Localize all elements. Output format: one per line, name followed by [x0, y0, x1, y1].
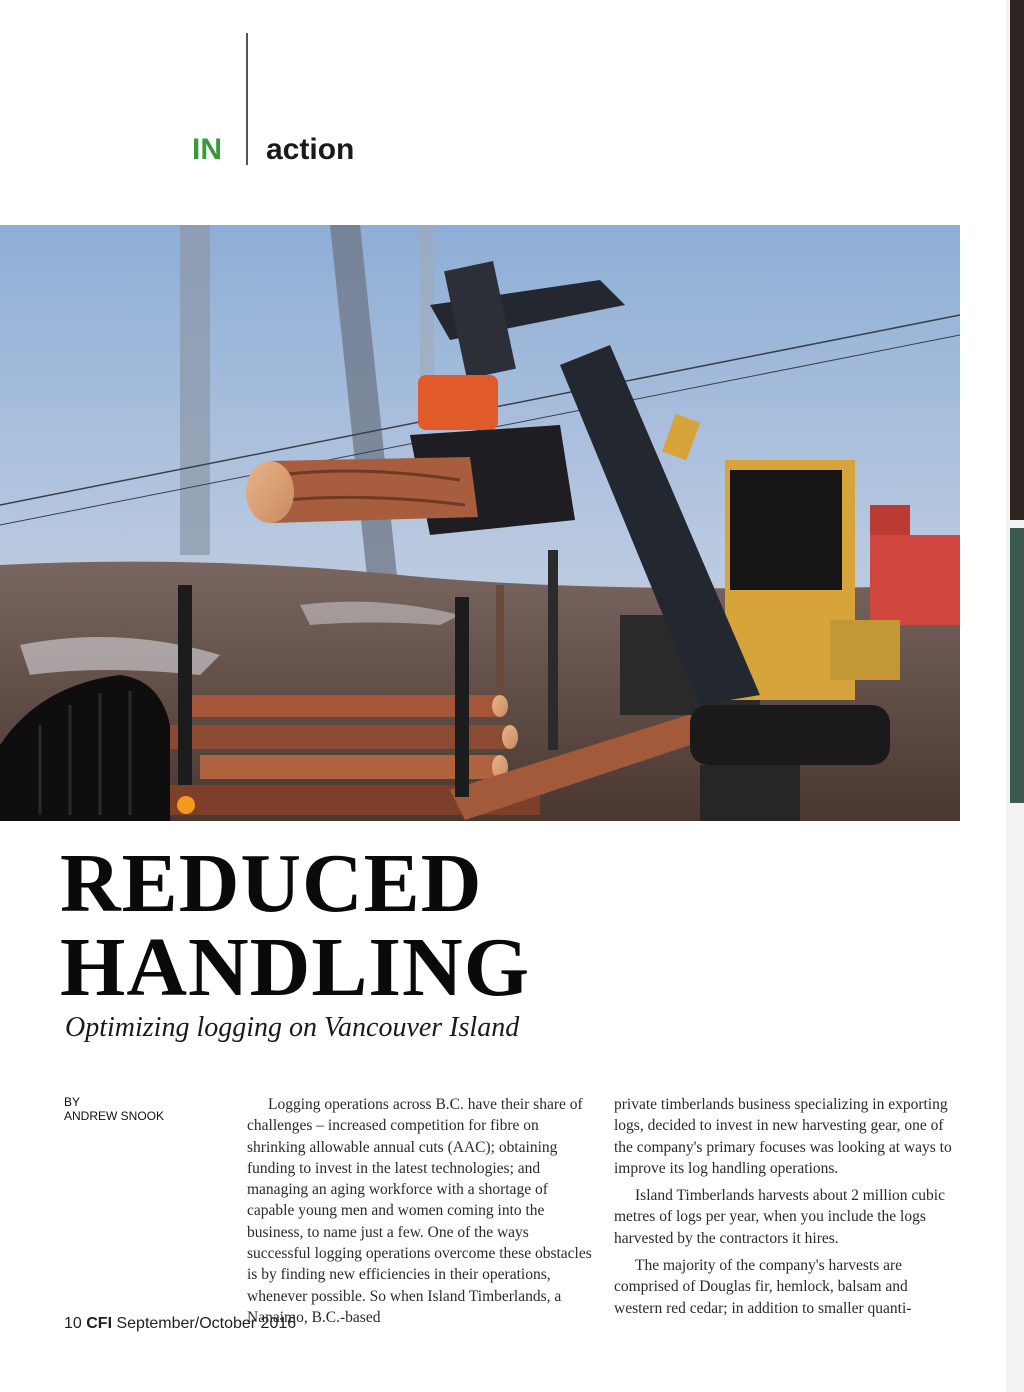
hero-photo — [0, 225, 960, 821]
body-paragraph: Logging operations across B.C. have their share of challenges – increased competition for fibre on shrinking allowable annual cuts (AAC); obtaining funding to invest in the latest technologies; and managing an aging workforce with a shortage of capable young men and women coming into the business, to name just a few. One of the ways successful logging operations overcome these obstacles is by finding new efficiencies in their operations, whenever possible. So when Island Timberlands, a Nanaimo, B.C.-based — [247, 1096, 592, 1326]
section-divider — [246, 33, 248, 165]
byline-by: BY — [64, 1095, 81, 1109]
body-paragraph: The majority of the company's harvests are comprised of Douglas fir, hemlock, balsam and western red cedar; in addition to smaller quanti- — [614, 1257, 912, 1317]
body-paragraph: private timberlands business specializing in exporting logs, decided to invest in new harvesting gear, one of the company's primary focuses was looking at ways to improve its log handling operations. — [614, 1096, 952, 1177]
page-footer — [64, 1315, 296, 1333]
article-subheadline: Optimizing logging on Vancouver Island — [65, 1012, 520, 1043]
section-prefix: IN — [192, 133, 222, 166]
headline-line-1: REDUCED — [60, 837, 483, 930]
issue-date: September/October 2016 — [116, 1315, 297, 1332]
body-paragraph: Island Timberlands harvests about 2 million cubic metres of logs per year, when you include the logs harvested by the contractors it hires. — [614, 1187, 945, 1247]
page-edge-strip — [1006, 0, 1024, 1392]
section-label: action — [266, 133, 355, 166]
article-headline — [60, 837, 531, 1014]
edge-strip-dark-segment — [1010, 0, 1024, 520]
magazine-name: CFI — [86, 1315, 113, 1332]
body-column-2 — [614, 1094, 959, 1319]
body-column-1 — [247, 1094, 592, 1328]
page-number: 10 — [64, 1315, 82, 1332]
byline — [64, 1095, 164, 1123]
headline-line-2: HANDLING — [60, 921, 531, 1014]
edge-strip-green-segment — [1010, 528, 1024, 803]
byline-author: ANDREW SNOOK — [64, 1109, 165, 1123]
